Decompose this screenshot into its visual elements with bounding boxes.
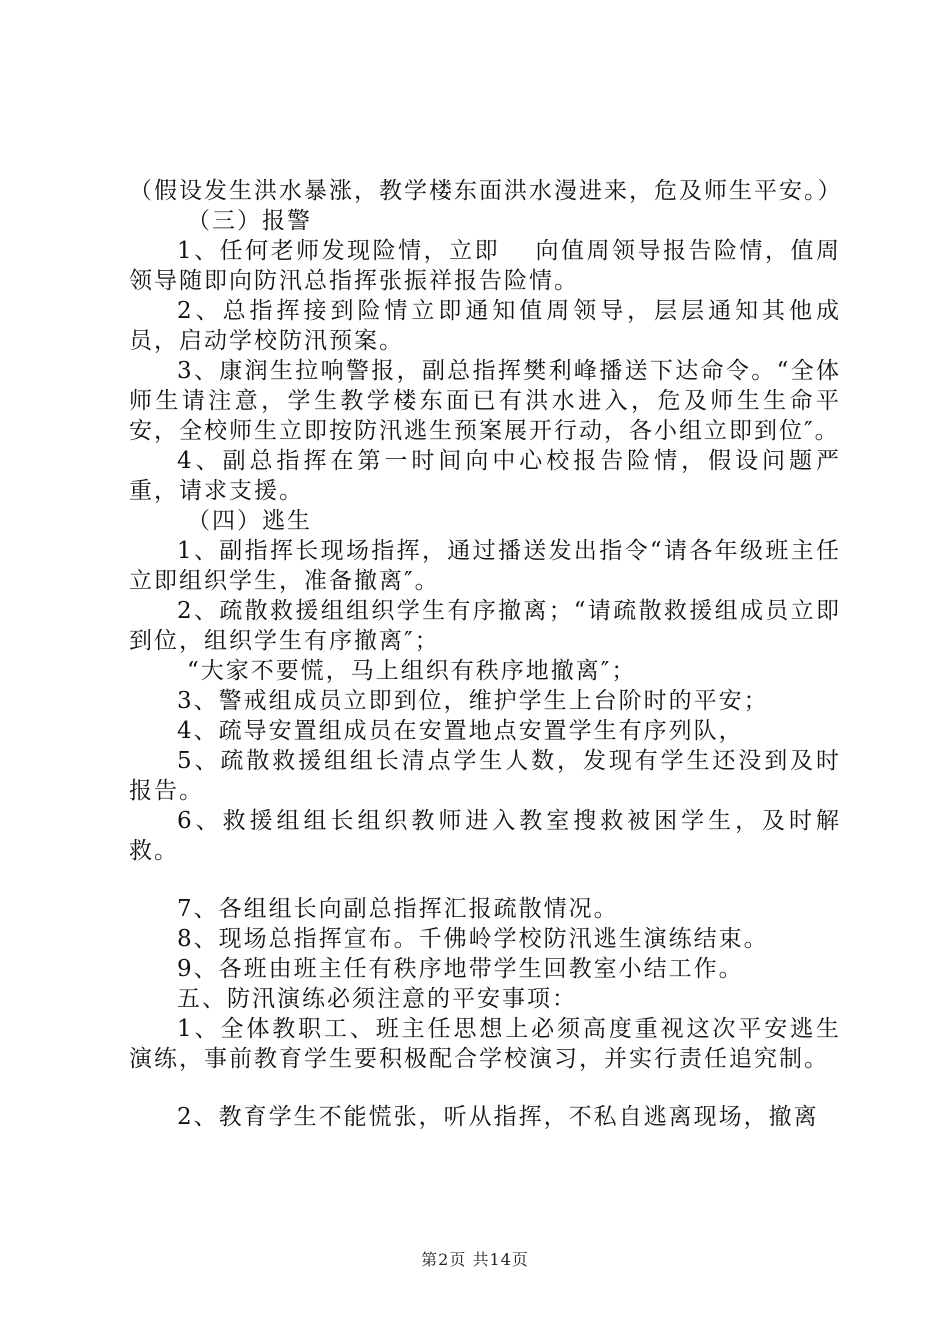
paragraph-escape-4: 4、疏导安置组成员在安置地点安置学生有序列队， bbox=[177, 718, 744, 744]
paragraph-escape-5: 5、疏散救援组组长清点学生人数，发现有学生还没到及时报告。 bbox=[129, 748, 841, 804]
paragraph-escape-1: 1、副指挥长现场指挥，通过播送发出指令“请各年级班主任立即组织学生，准备撤离″。 bbox=[129, 538, 841, 594]
paragraph-safety-2: 2、教育学生不能慌张，听从指挥，不私自逃离现场，撤离 bbox=[177, 1104, 819, 1130]
heading-alarm: （三）报警 bbox=[187, 208, 312, 234]
heading-safety: 五、防汛演练必须注意的平安事项： bbox=[177, 986, 577, 1012]
paragraph-escape-7: 7、各组组长向副总指挥汇报疏散情况。 bbox=[177, 896, 619, 922]
paragraph-escape-quote: “大家不要慌，马上组织有秩序地撤离″； bbox=[187, 658, 637, 684]
paragraph-alarm-1: 1、任何老师发现险情，立即 向值周领导报告险情，值周领导随即向防汛总指挥张振祥报告险情。 bbox=[129, 238, 841, 294]
paragraph-escape-9: 9、各班由班主任有秩序地带学生回教室小结工作。 bbox=[177, 956, 744, 982]
page-number-footer: 第2页 共14页 bbox=[421, 1250, 529, 1269]
blank-line bbox=[129, 1074, 841, 1102]
document-body bbox=[129, 176, 841, 1132]
paragraph-alarm-2: 2、总指挥接到险情立即通知值周领导，层层通知其他成员，启动学校防汛预案。 bbox=[129, 298, 841, 354]
paragraph-alarm-4: 4、副总指挥在第一时间向中心校报告险情，假设问题严重，请求支援。 bbox=[129, 448, 841, 504]
heading-escape: （四）逃生 bbox=[187, 508, 312, 534]
paragraph-escape-8: 8、现场总指挥宣布。千佛岭学校防汛逃生演练结束。 bbox=[177, 926, 769, 952]
paragraph-escape-3: 3、警戒组成员立即到位，维护学生上台阶时的平安； bbox=[177, 688, 769, 714]
paragraph-escape-6: 6、救援组组长组织教师进入教室搜救被困学生，及时解救。 bbox=[129, 808, 841, 864]
paragraph-alarm-3: 3、康润生拉响警报，副总指挥樊利峰播送下达命令。“全体师生请注意，学生教学楼东面已有洪水进入，危及师生生命平安，全校师生立即按防汛逃生预案展开行动，各小组立即到位″。 bbox=[129, 358, 841, 444]
paragraph-escape-2: 2、疏散救援组组织学生有序撤离；“请疏散救援组成员立即到位，组织学生有序撤离″； bbox=[129, 598, 841, 654]
paragraph-safety-1: 1、全体教职工、班主任思想上必须高度重视这次平安逃生演练，事前教育学生要积极配合学校演习，并实行责任追究制。 bbox=[129, 1016, 841, 1072]
blank-line bbox=[129, 866, 841, 894]
paragraph-scenario: （假设发生洪水暴涨，教学楼东面洪水漫进来，危及师生平安。） bbox=[129, 178, 843, 204]
